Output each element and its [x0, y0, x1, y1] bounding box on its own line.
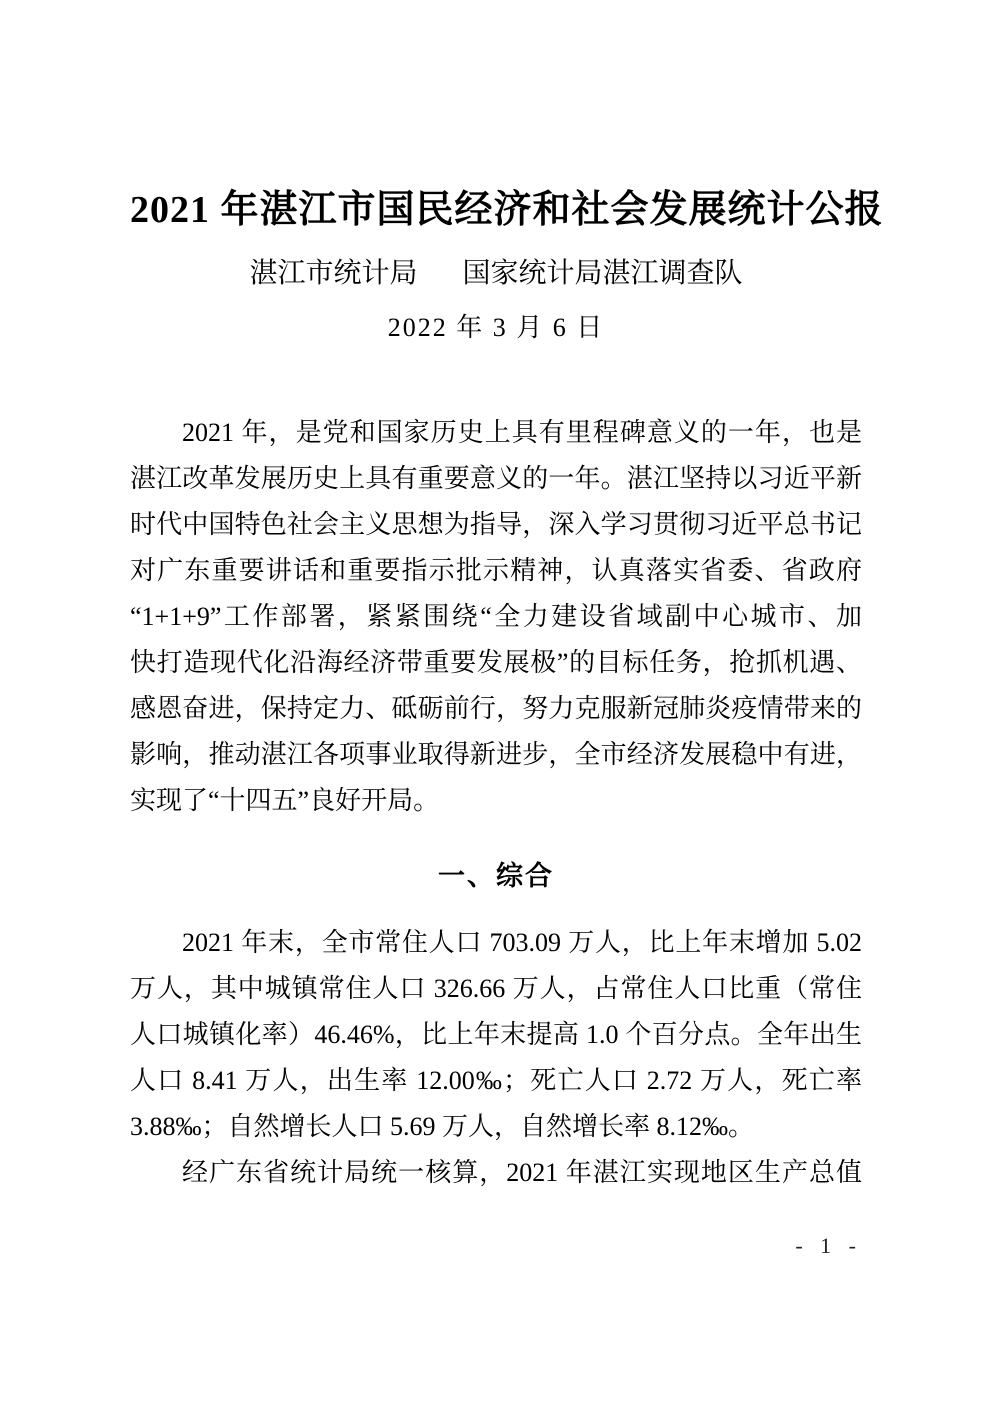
paragraph-line: 时代中国特色社会主义思想为指导，深入学习贯彻习近平总书记 [130, 510, 862, 539]
paragraph-line: 经广东省统计局统一核算，2021 年湛江实现地区生产总值 [182, 1158, 862, 1187]
paragraph-line: 3.88‰；自然增长人口 5.69 万人，自然增长率 8.12‰。 [130, 1112, 755, 1141]
paragraph-line: “1+1+9”工作部署，紧紧围绕“全力建设省域副中心城市、加 [130, 602, 862, 631]
paragraph-line: 实现了“十四五”良好开局。 [130, 786, 440, 815]
publisher-agency-2: 国家统计局湛江调查队 [462, 258, 743, 289]
publisher-agency-1: 湛江市统计局 [249, 258, 418, 289]
paragraph-line: 人口 8.41 万人，出生率 12.00‰；死亡人口 2.72 万人，死亡率 [130, 1066, 862, 1095]
paragraph-line: 影响，推动湛江各项事业取得新进步，全市经济发展稳中有进， [130, 740, 862, 769]
paragraph-line: 对广东重要讲话和重要指示批示精神，认真落实省委、省政府 [130, 556, 862, 585]
paragraph-line: 湛江改革发展历史上具有重要意义的一年。湛江坚持以习近平新 [130, 464, 862, 493]
population-paragraph [130, 920, 862, 1150]
page-number: - 1 - [795, 1233, 862, 1258]
text-block [130, 0, 884, 1260]
publisher-line [130, 258, 862, 290]
paragraph-line: 感恩奋进，保持定力、砥砺前行，努力克服新冠肺炎疫情带来的 [130, 694, 862, 723]
document-title: 2021 年湛江市国民经济和社会发展统计公报 [130, 189, 884, 231]
publish-date: 2022 年 3 月 6 日 [387, 313, 605, 342]
paragraph-line: 2021 年，是党和国家历史上具有里程碑意义的一年，也是 [182, 418, 862, 447]
intro-paragraph [130, 410, 862, 824]
paragraph-line: 2021 年末，全市常住人口 703.09 万人，比上年末增加 5.02 [182, 928, 862, 957]
paragraph-line: 人口城镇化率）46.46%，比上年末提高 1.0 个百分点。全年出生 [130, 1020, 862, 1049]
paragraph-line: 快打造现代化沿海经济带重要发展极”的目标任务，抢抓机遇、 [130, 648, 862, 677]
gdp-paragraph [130, 1150, 862, 1196]
section-heading-comprehensive: 一、综合 [438, 861, 554, 891]
paragraph-line: 万人，其中城镇常住人口 326.66 万人，占常住人口比重（常住 [130, 974, 862, 1003]
